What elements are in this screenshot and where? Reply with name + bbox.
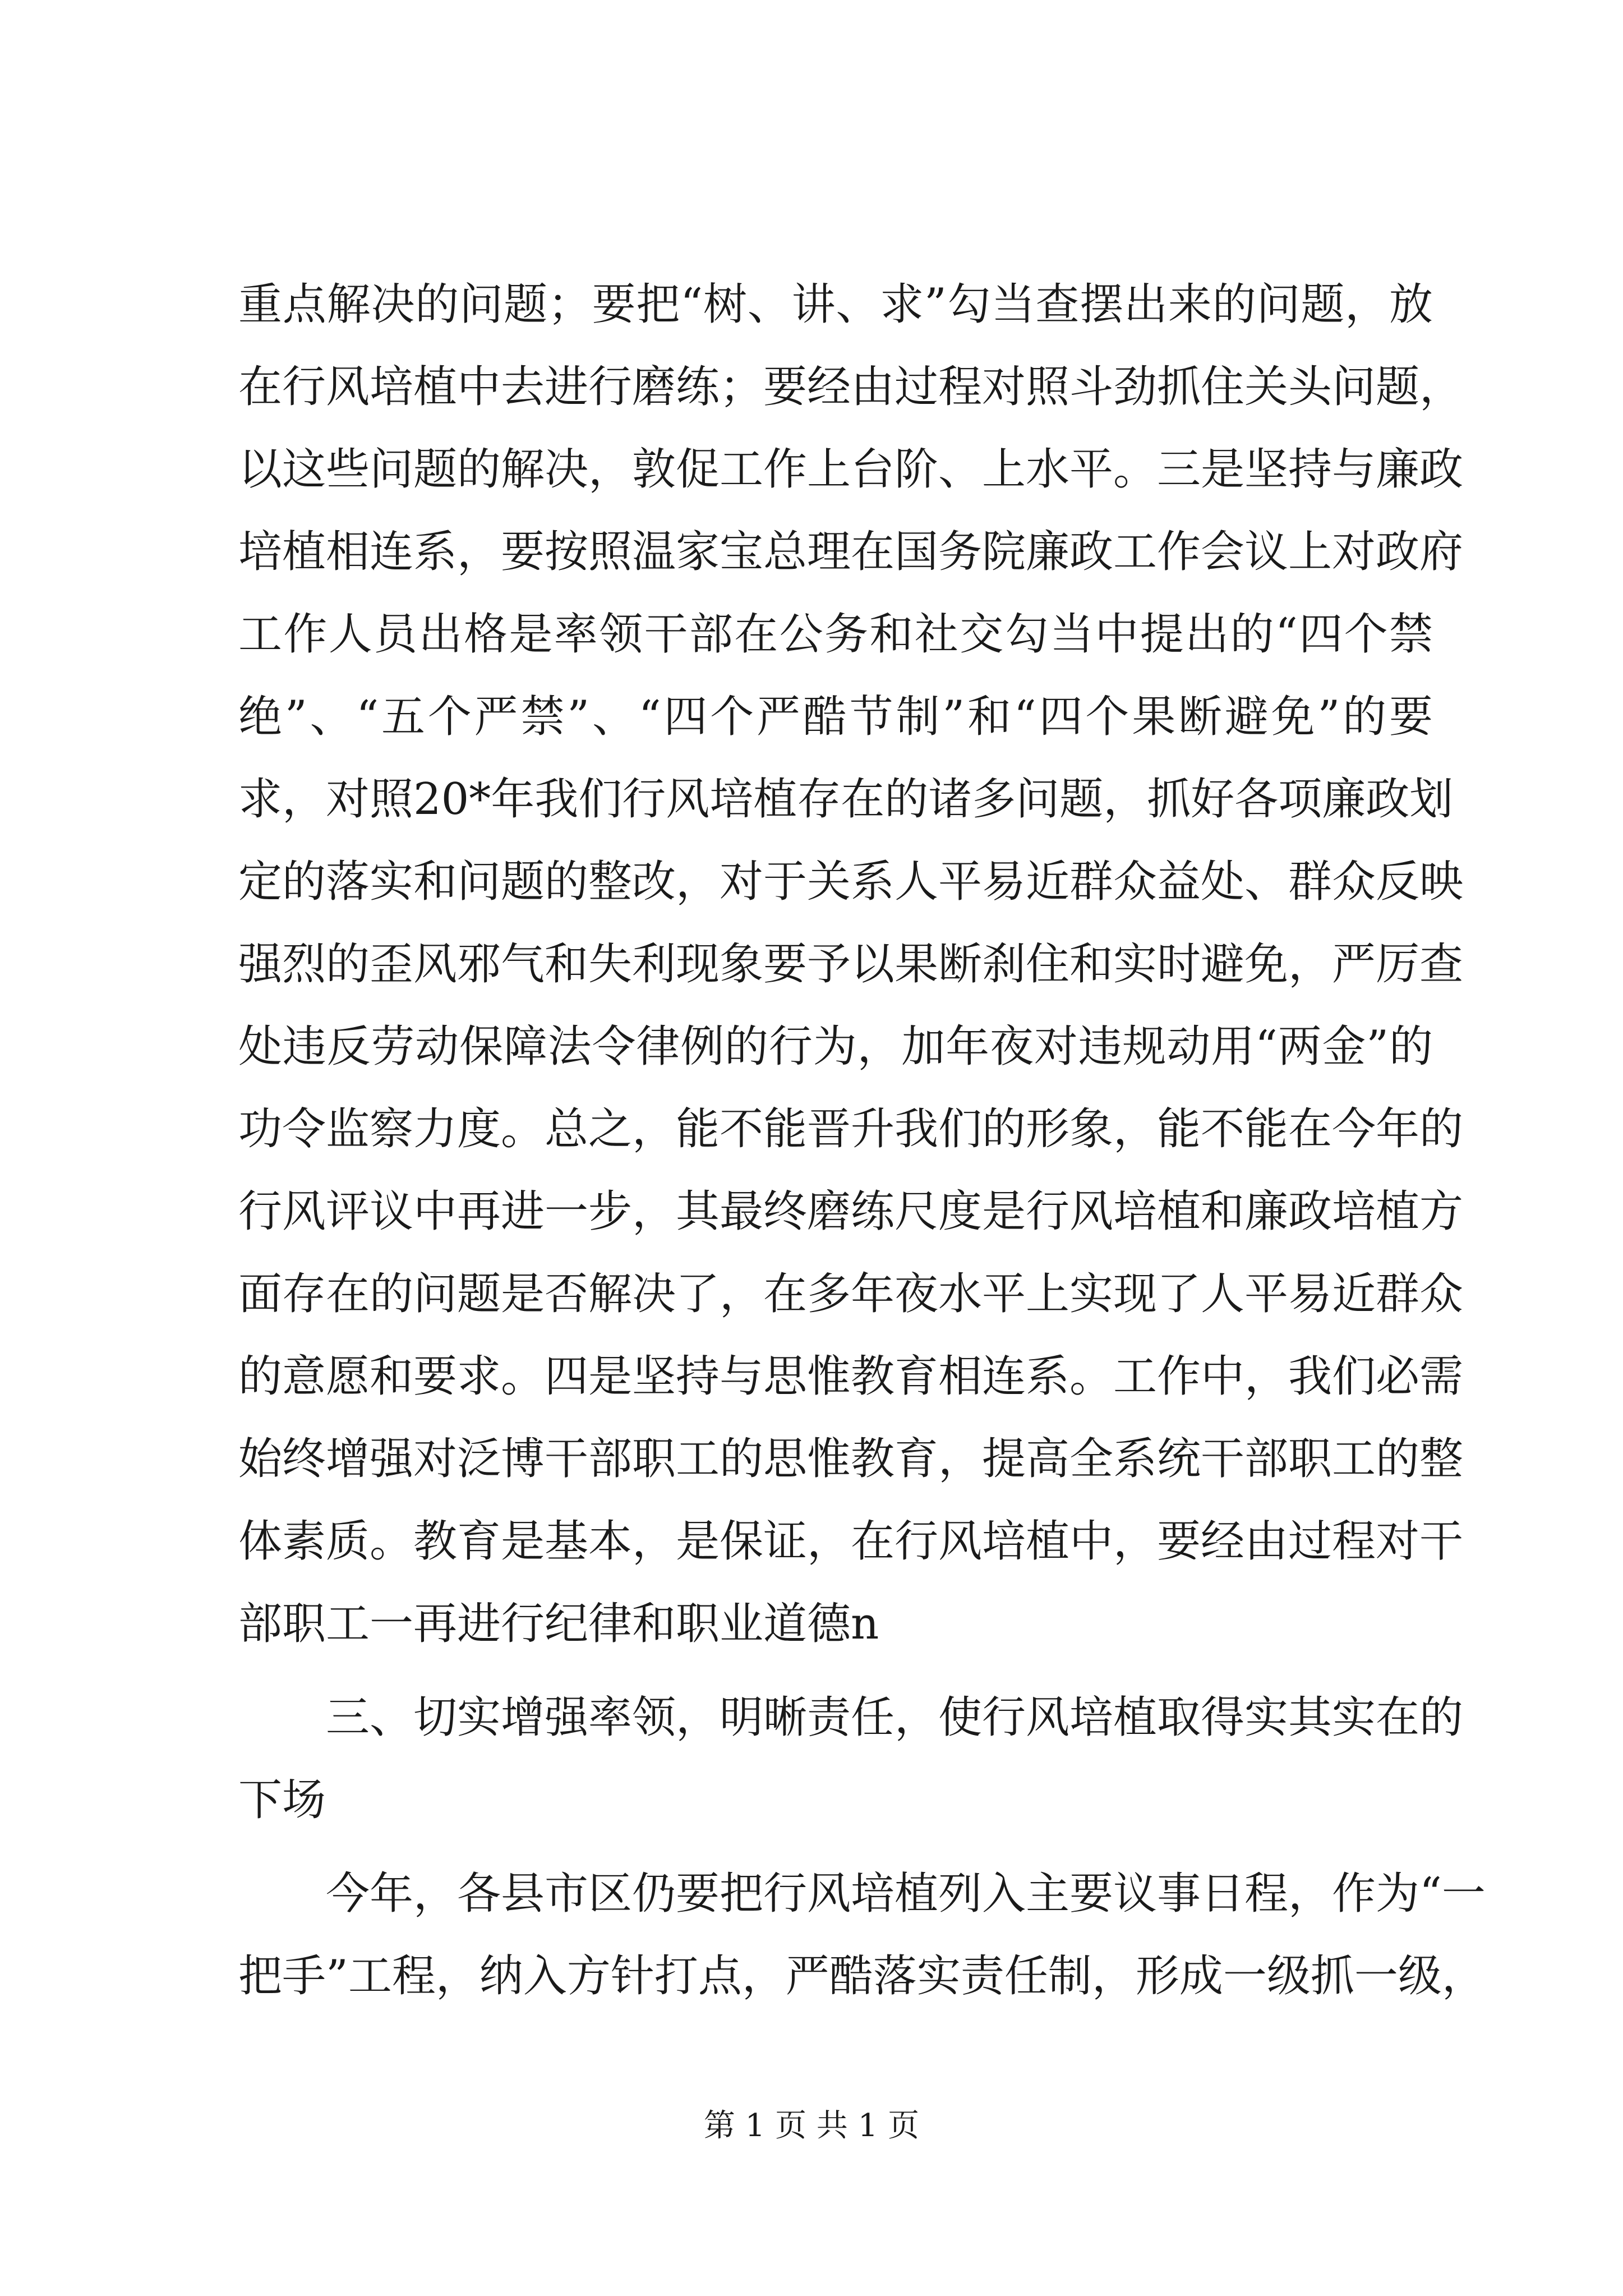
- text-line: 重点解决的问题；要把“树、讲、求”勾当查摆出来的问题，放: [238, 279, 1433, 330]
- text-line: 体素质。教育是基本，是保证，在行风培植中，要经由过程对干: [238, 1516, 1464, 1567]
- text-line: 以这些问题的解决，敦促工作上台阶、上水平。三是坚持与廉政: [238, 444, 1464, 495]
- text-line: 始终增强对泛博干部职工的思惟教育，提高全系统干部职工的整: [238, 1434, 1464, 1484]
- text-line: 定的落实和问题的整改，对于关系人平易近群众益处、群众反映: [238, 857, 1464, 907]
- text-line: 行风评议中再进一步，其最终磨练尺度是行风培植和廉政培植方: [238, 1186, 1464, 1237]
- section-heading: [238, 1677, 1464, 1842]
- heading-line: 下场: [238, 1775, 326, 1825]
- text-line: 今年，各县市区仍要把行风培植列入主要议事日程，作为“一: [326, 1869, 1486, 1919]
- text-line: 在行风培植中去进行磨练；要经由过程对照斗劲抓住关头问题，: [238, 362, 1464, 412]
- paragraph-3: [238, 1853, 1486, 2018]
- text-line: 工作人员出格是率领干部在公务和社交勾当中提出的“四个禁: [238, 609, 1433, 660]
- body-text: [238, 264, 1486, 2018]
- text-line: 功令监察力度。总之，能不能晋升我们的形象，能不能在今年的: [238, 1104, 1464, 1154]
- text-line: 面存在的问题是否解决了，在多年夜水平上实现了人平易近群众: [238, 1269, 1464, 1319]
- text-line: 绝”、“五个严禁”、“四个严酷节制”和“四个果断避免”的要: [238, 692, 1433, 742]
- text-line: 的意愿和要求。四是坚持与思惟教育相连系。工作中，我们必需: [238, 1351, 1464, 1402]
- paragraph-1: [238, 264, 1464, 1665]
- text-line: 把手”工程，纳入方针打点，严酷落实责任制，形成一级抓一级，: [238, 1951, 1486, 2001]
- text-line: 培植相连系，要按照温家宝总理在国务院廉政工作会议上对政府: [238, 527, 1464, 577]
- text-line: 部职工一再进行纪律和职业道德n: [238, 1599, 879, 1649]
- heading-line: 三、切实增强率领，明晰责任，使行风培植取得实其实在的: [326, 1692, 1464, 1743]
- page-number: 第 1 页 共 1 页: [703, 2108, 920, 2144]
- text-line: 求，对照20*年我们行风培植存在的诸多问题，抓好各项廉政划: [238, 774, 1454, 825]
- text-line: 强烈的歪风邪气和失利现象要予以果断刹住和实时避免，严厉查: [238, 939, 1464, 990]
- text-line: 处违反劳动保障法令律例的行为，加年夜对违规动用“两金”的: [238, 1022, 1433, 1072]
